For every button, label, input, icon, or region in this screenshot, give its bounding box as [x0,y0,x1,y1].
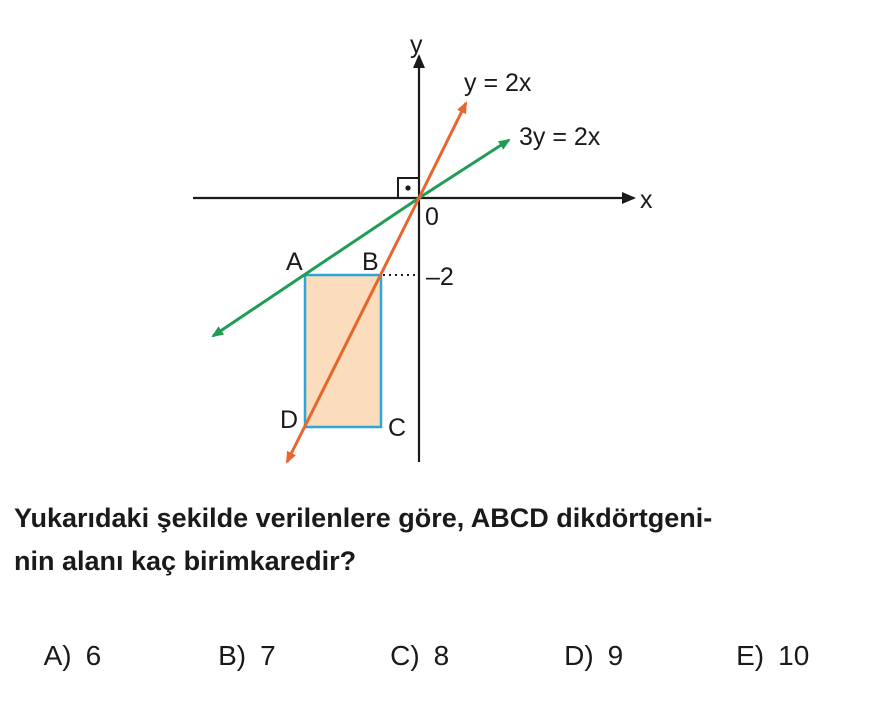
choice-b[interactable] [187,608,276,704]
line-y-2x-label: y = 2x [464,69,532,97]
choice-d-letter: D) [564,640,594,671]
vertex-b-label: B [362,248,379,276]
choice-e[interactable] [705,608,809,704]
vertex-a-label: A [286,248,303,276]
choice-d[interactable] [533,608,623,704]
question-line-2: nin alanı kaç birimkaredir? [14,546,357,576]
choice-c-letter: C) [390,640,420,671]
choice-a-value: 6 [85,640,102,671]
question-line-1: Yukarıdaki şekilde verilenlere göre, ABCD dikdörtgeni- [14,503,713,533]
choice-b-letter: B) [218,640,247,671]
tick-label-minus-2: –2 [426,263,454,291]
answer-choices [0,608,870,671]
origin-label: 0 [425,203,439,231]
vertex-d-label: D [280,406,299,434]
choice-e-value: 10 [778,640,810,671]
choice-c[interactable] [359,608,449,704]
question-text [14,497,864,583]
y-axis-label: y [410,31,423,59]
choice-a[interactable] [14,608,101,704]
choice-e-letter: E) [736,640,765,671]
x-axis-label: x [640,186,653,214]
choice-d-value: 9 [607,640,624,671]
choice-c-value: 8 [433,640,450,671]
choice-a-letter: A) [43,640,72,671]
right-angle-dot [405,185,410,190]
line-3y-2x-label: 3y = 2x [519,123,601,151]
choice-b-value: 7 [260,640,276,671]
vertex-c-label: C [388,414,407,442]
